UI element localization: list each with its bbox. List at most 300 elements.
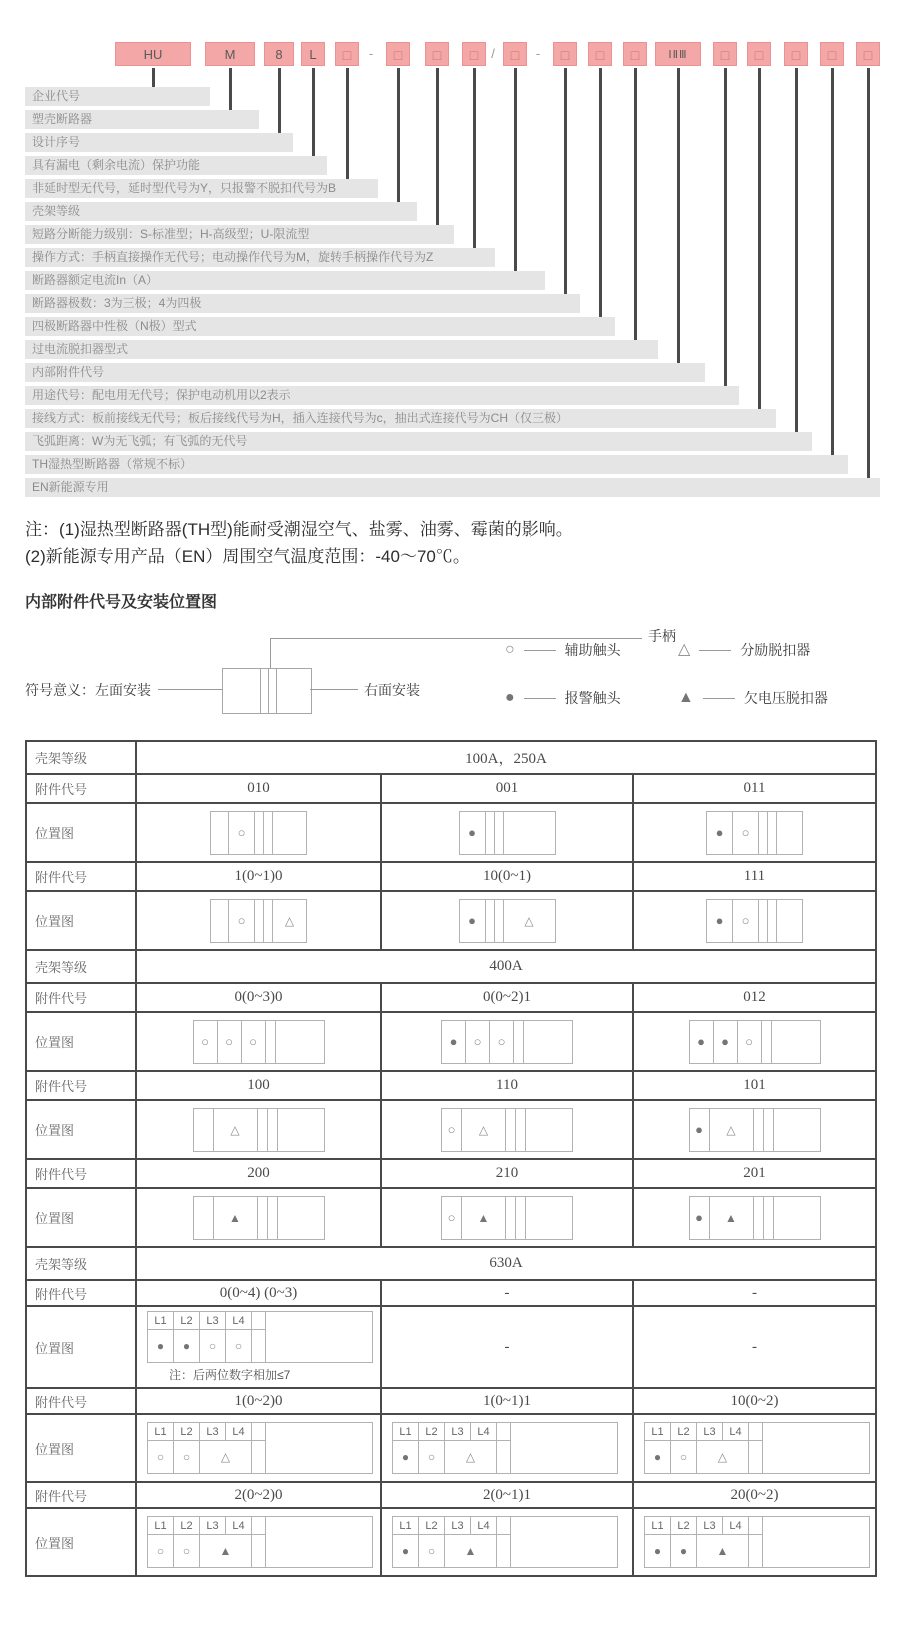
- diagram-cell: [278, 1109, 324, 1151]
- diagram-cell-tail: [749, 1441, 763, 1473]
- diagram-outer-box: [147, 1311, 373, 1363]
- diagram-grid: [645, 1517, 763, 1567]
- pole-header-cell: L1: [393, 1423, 419, 1440]
- pole-header-cell: L2: [419, 1517, 445, 1534]
- position-row: [26, 1100, 876, 1159]
- connector-line: [229, 68, 232, 110]
- accessory-code-value: 210: [381, 1159, 633, 1188]
- code-segment-label: 企业代号: [25, 87, 210, 106]
- shunt-icon: △: [284, 913, 295, 928]
- code-box: □: [553, 42, 577, 66]
- pole-header-cell: L4: [471, 1423, 497, 1440]
- position-diagram-labeled: [147, 1422, 380, 1474]
- row-label-code: 附件代号: [26, 862, 136, 891]
- position-cell: [136, 1306, 381, 1388]
- diagram-grid: [148, 1517, 266, 1567]
- diagram-cell: [645, 1535, 671, 1567]
- diagram-cell-tail: [252, 1441, 266, 1473]
- note-line-2: (2)新能源专用产品（EN）周围空气温度范围：-40～70℃。: [25, 547, 470, 566]
- row-label-position: 位置图: [26, 1306, 136, 1388]
- shunt-icon: △: [524, 913, 534, 928]
- pole-header-tail: [252, 1517, 266, 1534]
- diagram-cell: [526, 1197, 572, 1239]
- position-diagram: [689, 1108, 821, 1152]
- shunt-release-icon: △: [678, 641, 691, 658]
- handle-label: 手柄: [648, 628, 676, 644]
- diagram-cell: [768, 900, 777, 942]
- connector-line: [831, 68, 834, 455]
- connector-line: [473, 68, 476, 248]
- handle-pointer-line: [270, 638, 642, 639]
- pole-header-cell: L3: [697, 1517, 723, 1534]
- alarm-icon: ●: [695, 1122, 703, 1137]
- position-diagram: [441, 1108, 573, 1152]
- alarm-icon: ●: [449, 1034, 458, 1049]
- diagram-cell: [268, 1109, 278, 1151]
- pole-header-cell: L4: [226, 1312, 252, 1329]
- diagram-outer-box: [392, 1516, 618, 1568]
- accessory-code-value: 0(0~2)1: [381, 983, 633, 1012]
- diagram-cell: [393, 1535, 419, 1567]
- diagram-cell: [242, 1021, 266, 1063]
- mini-cell: [223, 669, 261, 713]
- diagram-cell: [194, 1197, 214, 1239]
- diagram-cell: [495, 900, 504, 942]
- code-segment-label: 壳架等级: [25, 202, 417, 221]
- position-row: [26, 1306, 876, 1388]
- diagram-cell: [258, 1197, 268, 1239]
- diagram-cell: [174, 1441, 200, 1473]
- position-cell: [136, 1100, 381, 1159]
- position-diagram-labeled: [392, 1422, 632, 1474]
- diagram-cell: [759, 900, 768, 942]
- row-label-frame: 壳架等级: [26, 741, 136, 774]
- diagram-cell: [506, 1109, 516, 1151]
- accessory-code-value: 2(0~1)1: [381, 1482, 633, 1508]
- diagram-cell: [490, 1021, 514, 1063]
- diagram-cell: [273, 900, 306, 942]
- row-label-code: 附件代号: [26, 1159, 136, 1188]
- diagram-cell: [442, 1197, 462, 1239]
- diagram-symbol-row: [645, 1535, 762, 1567]
- row-label-code: 附件代号: [26, 1388, 136, 1414]
- diagram-cell: [174, 1330, 200, 1362]
- pole-header-cell: L1: [645, 1423, 671, 1440]
- position-cell: [633, 1100, 876, 1159]
- diagram-cell: [514, 1021, 524, 1063]
- diagram-cell: [214, 1109, 258, 1151]
- frame-value: 100A，250A: [136, 741, 876, 774]
- pole-header-tail: [252, 1312, 266, 1329]
- code-box: □: [335, 42, 359, 66]
- code-segment-label: 接线方式：板前接线无代号；板后接线代号为H，插入连接代号为c，抽出式连接代号为CH（仅三极）: [25, 409, 776, 428]
- accessory-code-value: -: [633, 1280, 876, 1306]
- diagram-cell: [419, 1441, 445, 1473]
- accessory-code-row: [26, 774, 876, 803]
- diagram-cell: [462, 1197, 506, 1239]
- alarm-icon: ●: [156, 1339, 165, 1353]
- diagram-cell: [714, 1021, 738, 1063]
- diagram-grid: [148, 1423, 266, 1473]
- section-title: 内部附件代号及安装位置图: [25, 594, 218, 611]
- pole-header-cell: L2: [174, 1423, 200, 1440]
- aux-icon: ○: [182, 1544, 191, 1558]
- position-cell: [633, 1188, 876, 1247]
- aux-icon: ○: [497, 1034, 506, 1049]
- connector-line: [867, 68, 870, 478]
- pole-header-cell: L2: [671, 1423, 697, 1440]
- diagram-cell: [733, 900, 759, 942]
- uv-icon: ▲: [477, 1210, 490, 1225]
- diagram-cell: [393, 1441, 419, 1473]
- diagram-cell: [697, 1535, 749, 1567]
- row-label-position: 位置图: [26, 1012, 136, 1071]
- pole-header-cell: L1: [393, 1517, 419, 1534]
- code-box: ⅠⅡⅢ: [655, 42, 701, 66]
- alarm-icon: ●: [697, 1034, 705, 1049]
- position-cell: [136, 803, 381, 862]
- handle-stem-line: [270, 638, 271, 668]
- row-label-frame: 壳架等级: [26, 950, 136, 983]
- connector-line: [599, 68, 602, 317]
- diagram-cell: [762, 1021, 772, 1063]
- accessory-code-value: 100: [136, 1071, 381, 1100]
- aux-icon: ○: [427, 1544, 436, 1558]
- accessory-code-value: 2(0~2)0: [136, 1482, 381, 1508]
- diagram-grid: [148, 1312, 266, 1362]
- position-cell: [381, 1508, 633, 1576]
- alarm-icon: ●: [401, 1450, 410, 1464]
- code-segment-label: 用途代号：配电用无代号；保护电动机用以2表示: [25, 386, 739, 405]
- position-cell: [381, 891, 633, 950]
- accessory-code-value: 110: [381, 1071, 633, 1100]
- code-segment-label: 塑壳断路器: [25, 110, 259, 129]
- pole-header-cell: L3: [200, 1517, 226, 1534]
- pole-header-tail: [252, 1423, 266, 1440]
- pole-header-tail: [497, 1517, 511, 1534]
- diagram-cell: [229, 900, 255, 942]
- aux-icon: ○: [156, 1544, 165, 1558]
- accessory-code-value: 201: [633, 1159, 876, 1188]
- diagram-cell: [710, 1109, 754, 1151]
- diagram-cell: [148, 1330, 174, 1362]
- left-mount-line: [158, 689, 222, 690]
- code-segment-label: 断路器极数：3为三极；4为四极: [25, 294, 580, 313]
- pole-header-cell: L3: [445, 1423, 471, 1440]
- code-box: L: [301, 42, 325, 66]
- position-diagram: [706, 811, 803, 855]
- connector-line: [795, 68, 798, 432]
- diagram-cell: [526, 1109, 572, 1151]
- pole-header-tail: [749, 1423, 763, 1440]
- code-segment-label: 非延时型无代号，延时型代号为Y，只报警不脱扣代号为B: [25, 179, 378, 198]
- diagram-cell: [462, 1109, 506, 1151]
- diagram-cell: [148, 1535, 174, 1567]
- diagram-cell: [777, 900, 802, 942]
- code-box: □: [713, 42, 737, 66]
- diagram-cell: [486, 900, 495, 942]
- accessory-code-value: 012: [633, 983, 876, 1012]
- aux-icon: ○: [447, 1210, 456, 1225]
- diagram-header-row: [645, 1423, 762, 1441]
- code-segment-label: 四极断路器中性极（N极）型式: [25, 317, 615, 336]
- aux-contact-icon: ○: [505, 641, 515, 658]
- code-box: M: [205, 42, 255, 66]
- code-box: □: [386, 42, 410, 66]
- code-box: □: [503, 42, 527, 66]
- position-row: [26, 803, 876, 862]
- legend-dash: [703, 698, 735, 699]
- symbol-meaning-label: 符号意义：左面安装: [25, 682, 151, 698]
- code-segment-label: 短路分断能力级别：S-标准型；H-高级型；U-限流型: [25, 225, 454, 244]
- diagram-cell: [229, 812, 255, 854]
- diagram-cell: [754, 1197, 764, 1239]
- position-cell: [136, 1508, 381, 1576]
- frame-row: [26, 1247, 876, 1280]
- model-code-diagram: [0, 0, 900, 514]
- aux-icon: ○: [741, 825, 750, 840]
- aux-icon: ○: [237, 825, 246, 840]
- diagram-cell-tail: [497, 1441, 511, 1473]
- position-diagram: [193, 1020, 325, 1064]
- symbol-legend: [0, 618, 900, 738]
- legend-dash: [524, 698, 556, 699]
- diagram-cell: [504, 812, 555, 854]
- position-cell: [136, 891, 381, 950]
- legend-item-uv: [678, 688, 828, 708]
- diagram-cell: [466, 1021, 490, 1063]
- diagram-grid: [393, 1517, 511, 1567]
- diagram-cell: [194, 1021, 218, 1063]
- legend-dash: [524, 650, 556, 651]
- shunt-icon: △: [220, 1450, 231, 1464]
- row-label-position: 位置图: [26, 1508, 136, 1576]
- diagram-cell: [524, 1021, 572, 1063]
- pole-header-cell: L1: [148, 1312, 174, 1329]
- position-cell: [136, 1012, 381, 1071]
- uv-icon: ▲: [229, 1210, 241, 1225]
- connector-line: [312, 68, 315, 156]
- code-segment-label: 具有漏电（剩余电流）保护功能: [25, 156, 327, 175]
- code-box: □: [820, 42, 844, 66]
- diagram-cell: [504, 900, 555, 942]
- diagram-cell: [278, 1197, 324, 1239]
- position-cell: -: [381, 1306, 633, 1388]
- position-cell: [633, 803, 876, 862]
- position-row: [26, 1414, 876, 1482]
- aux-icon: ○: [741, 913, 750, 928]
- row-label-position: 位置图: [26, 1100, 136, 1159]
- alarm-icon: ●: [695, 1210, 703, 1225]
- code-box: □: [856, 42, 880, 66]
- pole-header-cell: L1: [645, 1517, 671, 1534]
- aux-icon: ○: [679, 1450, 688, 1464]
- position-diagram: [689, 1196, 821, 1240]
- diagram-cell: [764, 1109, 774, 1151]
- diagram-cell: [200, 1330, 226, 1362]
- accessory-code-row: [26, 1159, 876, 1188]
- position-diagram: [459, 811, 556, 855]
- row-label-code: 附件代号: [26, 983, 136, 1012]
- diagram-cell: [268, 1197, 278, 1239]
- code-segment-label: 操作方式：手柄直接操作无代号；电动操作代号为M，旋转手柄操作代号为Z: [25, 248, 495, 267]
- diagram-cell-tail: [252, 1535, 266, 1567]
- diagram-cell: [645, 1441, 671, 1473]
- pole-header-cell: L2: [174, 1312, 200, 1329]
- position-cell: [633, 1508, 876, 1576]
- diagram-symbol-row: [148, 1441, 265, 1473]
- frame-row: [26, 741, 876, 774]
- position-diagram: [459, 899, 556, 943]
- position-cell: [633, 891, 876, 950]
- diagram-header-row: [645, 1517, 762, 1535]
- connector-line: [634, 68, 637, 340]
- code-separator: -: [535, 46, 541, 61]
- diagram-cell: [442, 1109, 462, 1151]
- diagram-cell: [214, 1197, 258, 1239]
- uv-icon: ▲: [716, 1544, 729, 1558]
- row-label-code: 附件代号: [26, 1071, 136, 1100]
- alarm-icon: ●: [715, 913, 724, 928]
- diagram-cell-tail: [252, 1330, 266, 1362]
- position-cell: [381, 1414, 633, 1482]
- diagram-cell: [738, 1021, 762, 1063]
- mini-cell: [269, 669, 277, 713]
- diagram-cell: [690, 1197, 710, 1239]
- alarm-icon: ●: [653, 1450, 662, 1464]
- diagram-cell: [200, 1535, 252, 1567]
- position-diagram: [706, 899, 803, 943]
- accessory-code-value: 101: [633, 1071, 876, 1100]
- diagram-cell: [460, 900, 486, 942]
- pole-header-cell: L4: [723, 1517, 749, 1534]
- alarm-icon: ●: [715, 825, 724, 840]
- code-box: □: [588, 42, 612, 66]
- diagram-cell: [764, 1197, 774, 1239]
- row-label-position: 位置图: [26, 1414, 136, 1482]
- accessory-code-value: 20(0~2): [633, 1482, 876, 1508]
- alarm-icon: ●: [182, 1339, 191, 1353]
- aux-icon: ○: [447, 1122, 456, 1137]
- diagram-cell: [774, 1197, 820, 1239]
- diagram-symbol-row: [148, 1330, 265, 1362]
- diagram-cell: [266, 1021, 276, 1063]
- pole-header-cell: L4: [226, 1423, 252, 1440]
- diagram-cell: [273, 812, 306, 854]
- accessory-table-body: [26, 741, 876, 1576]
- aux-icon: ○: [234, 1339, 243, 1353]
- diagram-header-row: [148, 1423, 265, 1441]
- frame-value: 400A: [136, 950, 876, 983]
- aux-icon: ○: [225, 1034, 233, 1049]
- diagram-cell: [276, 1021, 324, 1063]
- note-line-1: 注：(1)湿热型断路器(TH型)能耐受潮湿空气、盐雾、油雾、霉菌的影响。: [25, 520, 573, 539]
- diagram-header-row: [148, 1517, 265, 1535]
- mini-cell: [261, 669, 269, 713]
- position-diagram: [210, 899, 307, 943]
- shunt-icon: △: [230, 1122, 240, 1137]
- accessory-code-row: [26, 1388, 876, 1414]
- frame-value: 630A: [136, 1247, 876, 1280]
- connector-line: [677, 68, 680, 363]
- pole-header-cell: L2: [671, 1517, 697, 1534]
- aux-icon: ○: [201, 1034, 209, 1049]
- position-diagram: [210, 811, 307, 855]
- right-mount-label: 右面安装: [364, 682, 420, 698]
- code-segment-label: 过电流脱扣器型式: [25, 340, 658, 359]
- shunt-icon: △: [726, 1122, 736, 1137]
- diagram-symbol-row: [393, 1535, 510, 1567]
- diagram-outer-box: [392, 1422, 618, 1474]
- position-cell: [381, 803, 633, 862]
- diagram-cell: [255, 812, 264, 854]
- row-label-code: 附件代号: [26, 774, 136, 803]
- breaker-mini-diagram: [222, 668, 312, 714]
- position-cell: [381, 1188, 633, 1247]
- diagram-outer-box: [147, 1422, 373, 1474]
- accessory-code-row: [26, 983, 876, 1012]
- connector-line: [514, 68, 517, 271]
- diagram-cell: [707, 900, 733, 942]
- diagram-outer-box: [644, 1516, 870, 1568]
- accessory-code-value: 1(0~1)0: [136, 862, 381, 891]
- legend-item-label: 报警触头: [564, 690, 621, 706]
- position-diagram-labeled: [147, 1516, 380, 1568]
- right-mount-line: [310, 689, 358, 690]
- accessory-code-value: 111: [633, 862, 876, 891]
- code-segment-label: 设计序号: [25, 133, 293, 152]
- position-row: [26, 891, 876, 950]
- diagram-cell: [772, 1021, 820, 1063]
- accessory-code-value: 011: [633, 774, 876, 803]
- code-box: HU: [115, 42, 191, 66]
- pole-header-cell: L3: [200, 1423, 226, 1440]
- diagram-cell: [460, 812, 486, 854]
- position-diagram: [441, 1196, 573, 1240]
- connector-line: [152, 68, 155, 87]
- undervoltage-release-icon: ▲: [678, 689, 694, 706]
- row-label-position: 位置图: [26, 891, 136, 950]
- legend-item-alarm: [505, 688, 621, 708]
- diagram-cell: [710, 1197, 754, 1239]
- pole-header-tail: [749, 1517, 763, 1534]
- diagram-cell: [516, 1197, 526, 1239]
- diagram-cell: [419, 1535, 445, 1567]
- aux-icon: ○: [156, 1450, 165, 1464]
- diagram-cell: [486, 812, 495, 854]
- diagram-cell: [707, 812, 733, 854]
- code-box: □: [784, 42, 808, 66]
- diagram-cell: [768, 812, 777, 854]
- diagram-cell: [774, 1109, 820, 1151]
- accessory-code-value: 10(0~1): [381, 862, 633, 891]
- pole-header-cell: L4: [723, 1423, 749, 1440]
- uv-icon: ▲: [219, 1544, 232, 1558]
- row-label-code: 附件代号: [26, 1482, 136, 1508]
- position-diagram: [193, 1196, 325, 1240]
- diagram-cell: [264, 900, 273, 942]
- position-cell: [136, 1188, 381, 1247]
- pole-header-cell: L1: [148, 1517, 174, 1534]
- accessory-code-value: 0(0~4) (0~3): [136, 1280, 381, 1306]
- diagram-symbol-row: [148, 1535, 265, 1567]
- pole-header-cell: L3: [445, 1517, 471, 1534]
- connector-line: [397, 68, 400, 202]
- diagram-cell: [733, 812, 759, 854]
- diagram-outer-box: [147, 1516, 373, 1568]
- alarm-icon: ●: [468, 825, 476, 840]
- diagram-cell: [777, 812, 802, 854]
